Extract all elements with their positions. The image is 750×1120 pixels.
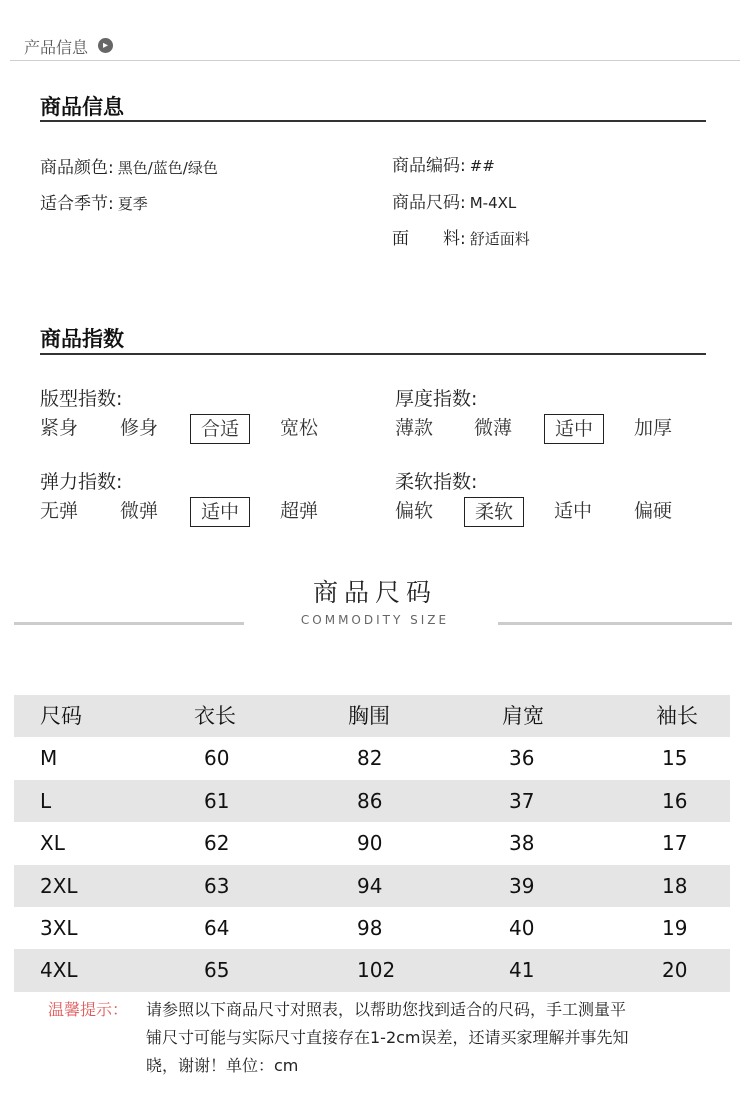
table-cell: 82 — [357, 746, 383, 771]
elasticity-option: 微弹 — [120, 500, 159, 522]
table-cell: 37 — [509, 788, 535, 813]
fit-option: 紧身 — [40, 417, 79, 439]
fit-option-selected: 合适 — [190, 414, 250, 444]
table-cell: 19 — [662, 915, 688, 940]
top-bar — [0, 0, 750, 62]
info-size — [392, 188, 516, 213]
table-cell: 86 — [357, 788, 383, 813]
info-value: 舒适面料 — [469, 230, 530, 248]
table-row — [14, 907, 730, 949]
table-cell: 90 — [357, 831, 383, 856]
divider — [10, 60, 740, 61]
info-value: M-4XL — [469, 194, 517, 212]
info-code — [392, 151, 495, 176]
table-cell: 18 — [662, 873, 688, 898]
table-row — [14, 822, 730, 864]
table-cell: 4XL — [40, 958, 78, 983]
product-info-title: 商品信息 — [40, 95, 124, 119]
table-cell: 15 — [662, 746, 688, 771]
chevron-right-circle-icon: ▸ — [98, 38, 113, 53]
table-row — [14, 780, 730, 822]
thickness-index-label: 厚度指数: — [395, 388, 478, 410]
table-cell: L — [40, 788, 52, 813]
table-header-cell: 尺码 — [40, 704, 82, 728]
table-row — [14, 737, 730, 779]
table-cell: 39 — [509, 873, 535, 898]
note-line: 铺尺寸可能与实际尺寸直接存在1-2cm误差，还请买家理解并事先知 — [146, 1028, 629, 1047]
table-cell: 63 — [204, 873, 230, 898]
decorative-line-left — [14, 622, 244, 625]
thickness-option: 薄款 — [395, 417, 434, 439]
info-label: 商品颜色: — [40, 158, 114, 178]
table-cell: 36 — [509, 746, 535, 771]
table-cell: 3XL — [40, 915, 78, 940]
info-label: 面 料: — [392, 229, 466, 249]
info-label: 商品尺码: — [392, 193, 466, 213]
info-value: 夏季 — [117, 195, 148, 213]
softness-option: 偏软 — [395, 500, 434, 522]
fit-index-label: 版型指数: — [40, 388, 123, 410]
table-cell: 65 — [204, 958, 230, 983]
fit-option: 宽松 — [280, 417, 319, 439]
table-header-row — [14, 695, 730, 737]
table-cell: 61 — [204, 788, 230, 813]
size-chart-subtitle: COMMODITY SIZE — [300, 613, 450, 627]
table-header-cell: 衣长 — [194, 704, 236, 728]
table-cell: 102 — [357, 958, 396, 983]
info-label: 适合季节: — [40, 194, 114, 214]
top-bar-title: 产品信息 — [24, 38, 89, 57]
info-fabric — [392, 224, 530, 249]
table-cell: 16 — [662, 788, 688, 813]
thickness-option-selected: 适中 — [544, 414, 604, 444]
table-cell: 64 — [204, 915, 230, 940]
elasticity-index-label: 弹力指数: — [40, 471, 123, 493]
note-line: 请参照以下商品尺寸对照表，以帮助您找到适合的尺码，手工测量平 — [146, 1000, 627, 1019]
section-rule — [40, 120, 706, 122]
table-cell: XL — [40, 831, 65, 856]
size-table — [14, 695, 730, 992]
decorative-line-right — [498, 622, 732, 625]
note-line: 晓，谢谢！单位：cm — [146, 1056, 299, 1075]
softness-option: 适中 — [554, 500, 593, 522]
info-season — [40, 189, 148, 214]
table-cell: 60 — [204, 746, 230, 771]
table-row — [14, 865, 730, 907]
note-label: 温馨提示： — [48, 1000, 129, 1019]
table-cell: 2XL — [40, 873, 78, 898]
table-row — [14, 949, 730, 991]
size-chart-title: 商品尺码 — [312, 578, 437, 607]
info-color — [40, 153, 218, 178]
elasticity-option: 超弹 — [280, 500, 319, 522]
table-cell: 62 — [204, 831, 230, 856]
softness-option: 偏硬 — [634, 500, 673, 522]
table-cell: 41 — [509, 958, 535, 983]
fit-option: 修身 — [120, 417, 159, 439]
table-cell: 38 — [509, 831, 535, 856]
softness-index-label: 柔软指数: — [395, 471, 478, 493]
info-value: 黑色/蓝色/绿色 — [117, 159, 218, 177]
table-cell: 94 — [357, 873, 383, 898]
section-rule — [40, 353, 706, 355]
table-cell: 40 — [509, 915, 535, 940]
table-cell: 98 — [357, 915, 383, 940]
table-cell: M — [40, 746, 58, 771]
table-cell: 17 — [662, 831, 688, 856]
product-index-title: 商品指数 — [40, 327, 124, 351]
table-header-cell: 肩宽 — [502, 704, 544, 728]
thickness-option: 微薄 — [474, 417, 513, 439]
thickness-option: 加厚 — [634, 417, 673, 439]
softness-option-selected: 柔软 — [464, 497, 524, 527]
elasticity-option-selected: 适中 — [190, 497, 250, 527]
elasticity-option: 无弹 — [40, 500, 79, 522]
table-cell: 20 — [662, 958, 688, 983]
table-header-cell: 胸围 — [348, 704, 390, 728]
note-text — [146, 996, 629, 1080]
table-header-cell: 袖长 — [656, 704, 698, 728]
info-label: 商品编码: — [392, 156, 466, 176]
info-value: ## — [469, 157, 495, 175]
